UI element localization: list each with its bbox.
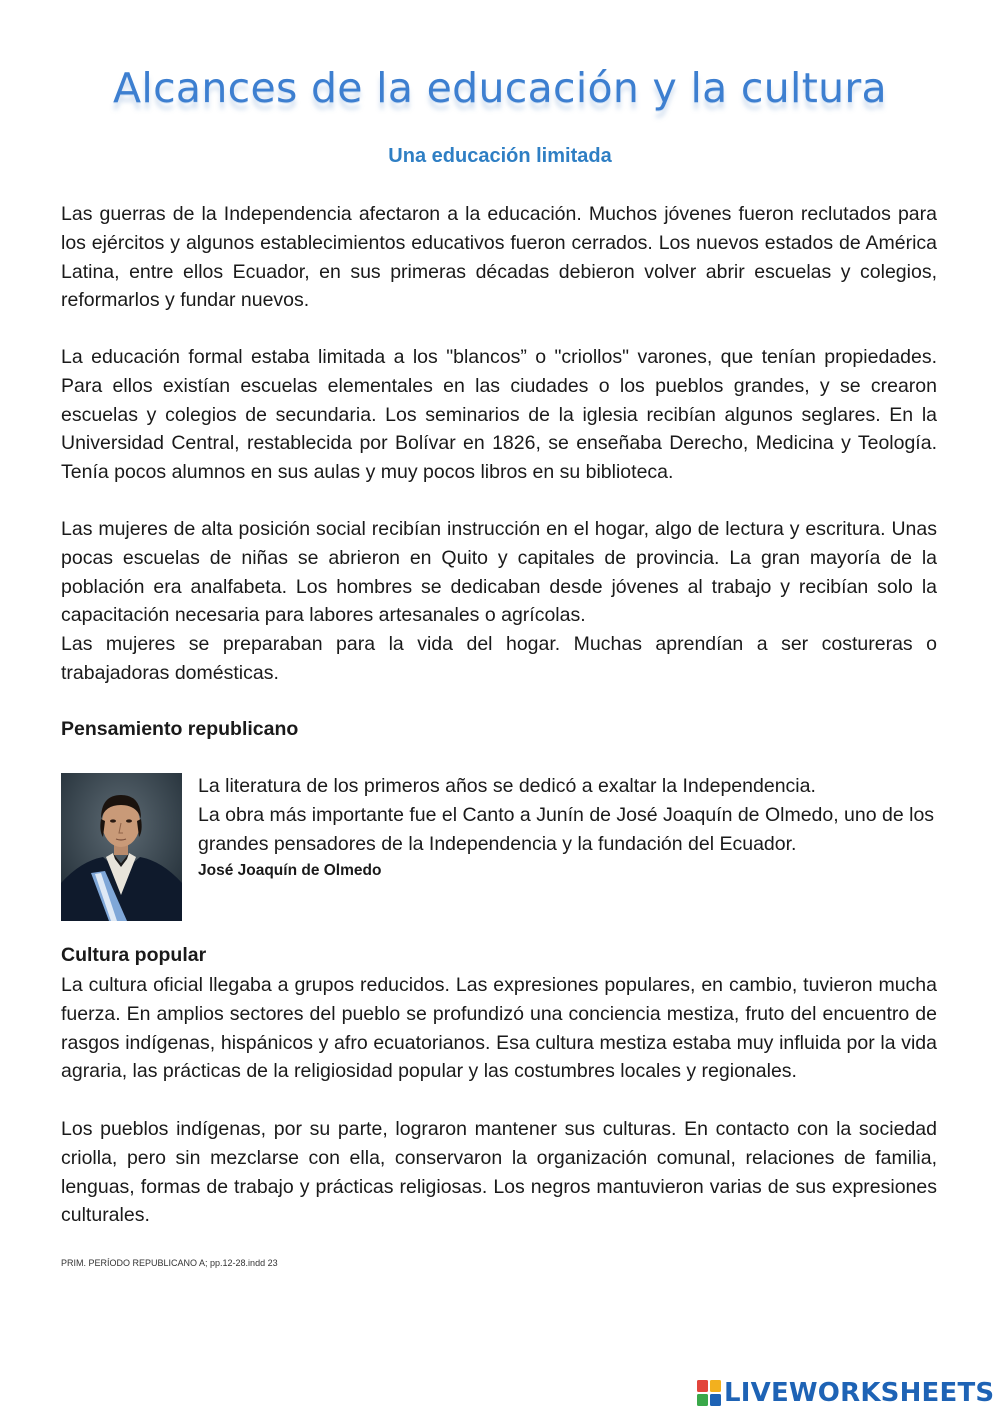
- olmedo-description: [198, 772, 943, 859]
- page-title: Alcances de la educación y la cultura: [113, 64, 887, 112]
- paragraph-mujeres-instruccion: Las mujeres de alta posición social recibían instrucción en el hogar, algo de lectura y escritura. Unas pocas escuelas de niñas se abrieron en Quito y capitales de provincia. La gran mayoría de la población era analfabeta. Los hombres se dedicaban desde jóvenes al trabajo y recibían solo la capacitación necesaria para labores artesanales o agrícolas.: [61, 518, 937, 627]
- liveworksheets-logo-icon: [697, 1380, 721, 1406]
- heading-pensamiento-republicano: Pensamiento republicano: [61, 718, 299, 740]
- paragraph-cultura-oficial: La cultura oficial llegaba a grupos reducidos. Las expresiones populares, en cambio, tuvieron mucha fuerza. En amplios sectores del pueblo se profundizó una conciencia mestiza, fruto del encuentro de rasgos indígenas, hispánicos y afro ecuatorianos. Esa cultura mestiza estaba muy influida por la vida agraria, las prácticas de la religiosidad popular y las costumbres locales y regionales.: [61, 974, 937, 1083]
- olmedo-portrait-image: [61, 773, 182, 921]
- liveworksheets-brand[interactable]: [697, 1376, 994, 1410]
- liveworksheets-wordmark: LIVEWORKSHEETS: [724, 1378, 995, 1408]
- paragraph-mujeres-hogar: Las mujeres se preparaban para la vida del hogar. Muchas aprendían a ser costureras o trabajadoras domésticas.: [61, 633, 937, 684]
- paragraph-educacion-formal: La educación formal estaba limitada a los "blancos” o "criollos" varones, que tenían propiedades. Para ellos existían escuelas elementales en las ciudades o los pueblos grandes, y se crearon escuelas y colegios de secundaria. Los seminarios de la iglesia recibían algunos seglares. En la Universidad Central, restablecida por Bolívar en 1826, se enseñaba Derecho, Medicina y Teología. Tenía pocos alumnos en sus aulas y muy pocos libros en su biblioteca.: [61, 346, 937, 484]
- olmedo-line-literatura: La literatura de los primeros años se dedicó a exaltar la Independencia.: [198, 775, 816, 797]
- portrait-caption: José Joaquín de Olmedo: [198, 862, 382, 879]
- print-file-note: PRIM. PERÍODO REPUBLICANO A; pp.12-28.indd 23: [61, 1258, 278, 1268]
- heading-cultura-popular: Cultura popular: [61, 944, 207, 966]
- section-subtitle: Una educación limitada: [388, 145, 612, 167]
- paragraph-pueblos-indigenas: Los pueblos indígenas, por su parte, lograron mantener sus culturas. En contacto con la sociedad criolla, pero sin mezclarse con ella, conservaron la organización comunal, relaciones de familia, lenguas, formas de trabajo y prácticas religiosas. Los negros mantuvieron varias de sus expresiones culturales.: [61, 1118, 937, 1227]
- paragraph-independencia: Las guerras de la Independencia afectaron a la educación. Muchos jóvenes fueron reclutados para los ejércitos y algunos establecimientos educativos fueron cerrados. Los nuevos estados de América Latina, entre ellos Ecuador, en sus primeras décadas debieron volver abrir escuelas y colegios, reformarlos y fundar nuevos.: [61, 203, 937, 312]
- olmedo-line-obra: La obra más importante fue el Canto a Junín de José Joaquín de Olmedo, uno de los grandes pensadores de la Independencia y la fundación del Ecuador.: [198, 804, 935, 855]
